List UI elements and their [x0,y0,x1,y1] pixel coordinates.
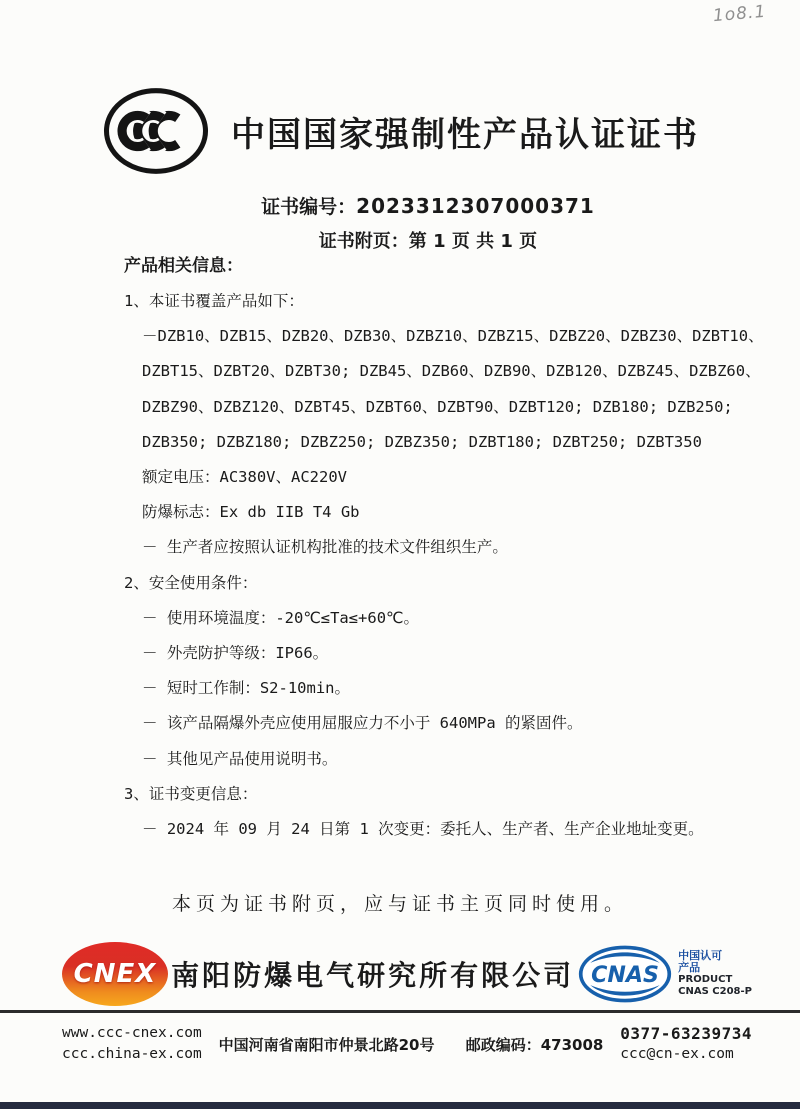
body-line: －DZB10、DZB15、DZB20、DZB30、DZBZ10、DZBZ15、DZBZ20、DZBZ30、DZBT10、 [142,327,764,346]
body-line: － 该产品隔爆外壳应使用屈服应力不小于 640MPa 的紧固件。 [142,714,583,733]
body-line: DZBZ90、DZBZ120、DZBT45、DZBT60、DZBT90、DZBT120; DZB180; DZB250; [142,397,733,416]
body-line: － 生产者应按照认证机构批准的技术文件组织生产。 [142,538,508,557]
footer-divider [0,1010,800,1013]
attachment-label: 证书附页： [318,231,409,252]
website-list [62,1023,202,1065]
cnex-logo [62,942,168,1006]
cnas-logo [577,943,752,1005]
cnas-text-line: 中国认可 [678,949,723,962]
attachment-value: 第 1 页 共 1 页 [408,231,538,252]
scan-bottom-edge [0,1102,800,1109]
body-line: － 外壳防护等级：IP66。 [142,644,329,663]
certificate-title: 中国国家强制性产品认证证书 [231,114,699,155]
website-url: ccc.china-ex.com [62,1046,202,1062]
body-line: 额定电压：AC380V、AC220V [142,468,347,487]
cert-number-label: 证书编号： [261,196,357,218]
cnas-side-text [678,950,752,998]
cnas-text-line: CNAS C208-P [678,986,752,997]
body-line: － 2024 年 09 月 24 日第 1 次变更：委托人、生产者、生产企业地址变更。 [142,820,704,839]
body-line: DZB350; DZBZ180; DZBZ250; DZBZ350; DZBT180; DZBT250; DZBT350 [142,432,702,451]
address-block [219,1034,604,1055]
body-line: DZBT15、DZBT20、DZBT30; DZB45、DZB60、DZB90、DZB120、DZBZ45、DZBZ60、 [142,362,761,381]
body-line: － 短时工作制：S2-10min。 [142,679,350,698]
cnas-text-line: PRODUCT [678,974,733,985]
body-line: 3、证书变更信息： [124,784,258,803]
section-title: 产品相关信息： [124,256,243,276]
email: ccc@cn-ex.com [620,1046,734,1062]
phone-number: 0377-63239734 [620,1024,752,1043]
body-line: － 其他见产品使用说明书。 [142,749,338,768]
issuer-company-name: 南阳防爆电气研究所有限公司 [171,959,575,992]
body-line: 防爆标志：Ex db IIB T4 Gb [142,503,360,522]
cert-number-line [28,192,800,219]
website-url: www.ccc-cnex.com [62,1025,202,1041]
cnas-logo-icon [577,943,673,1005]
contact-block [620,1023,752,1065]
handwritten-page-number: 1o8.1 [711,1,767,27]
cert-number-value: 2023312307000371 [356,194,595,218]
body-line: － 使用环境温度：-20℃≤Ta≤+60℃。 [142,608,419,627]
body-lines [124,284,764,847]
certificate-header [0,84,800,178]
body-line: 1、本证书覆盖产品如下： [124,292,304,310]
footer-contact-row [62,1020,752,1068]
cnex-wordmark: CNEX [73,959,157,989]
cnas-wordmark: CNAS [591,962,660,989]
address: 中国河南省南阳市仲景北路20号 [218,1035,435,1054]
issuer-brand-row [62,936,752,1012]
footer-note: 本页为证书附页，应与证书主页同时使用。 [171,893,628,915]
cnas-text-line: 产品 [678,961,701,974]
ccc-logo-icon [101,84,211,178]
body-line: 2、安全使用条件： [124,573,258,592]
postal-code: 邮政编码：473008 [465,1035,604,1054]
product-info-section [124,249,764,847]
